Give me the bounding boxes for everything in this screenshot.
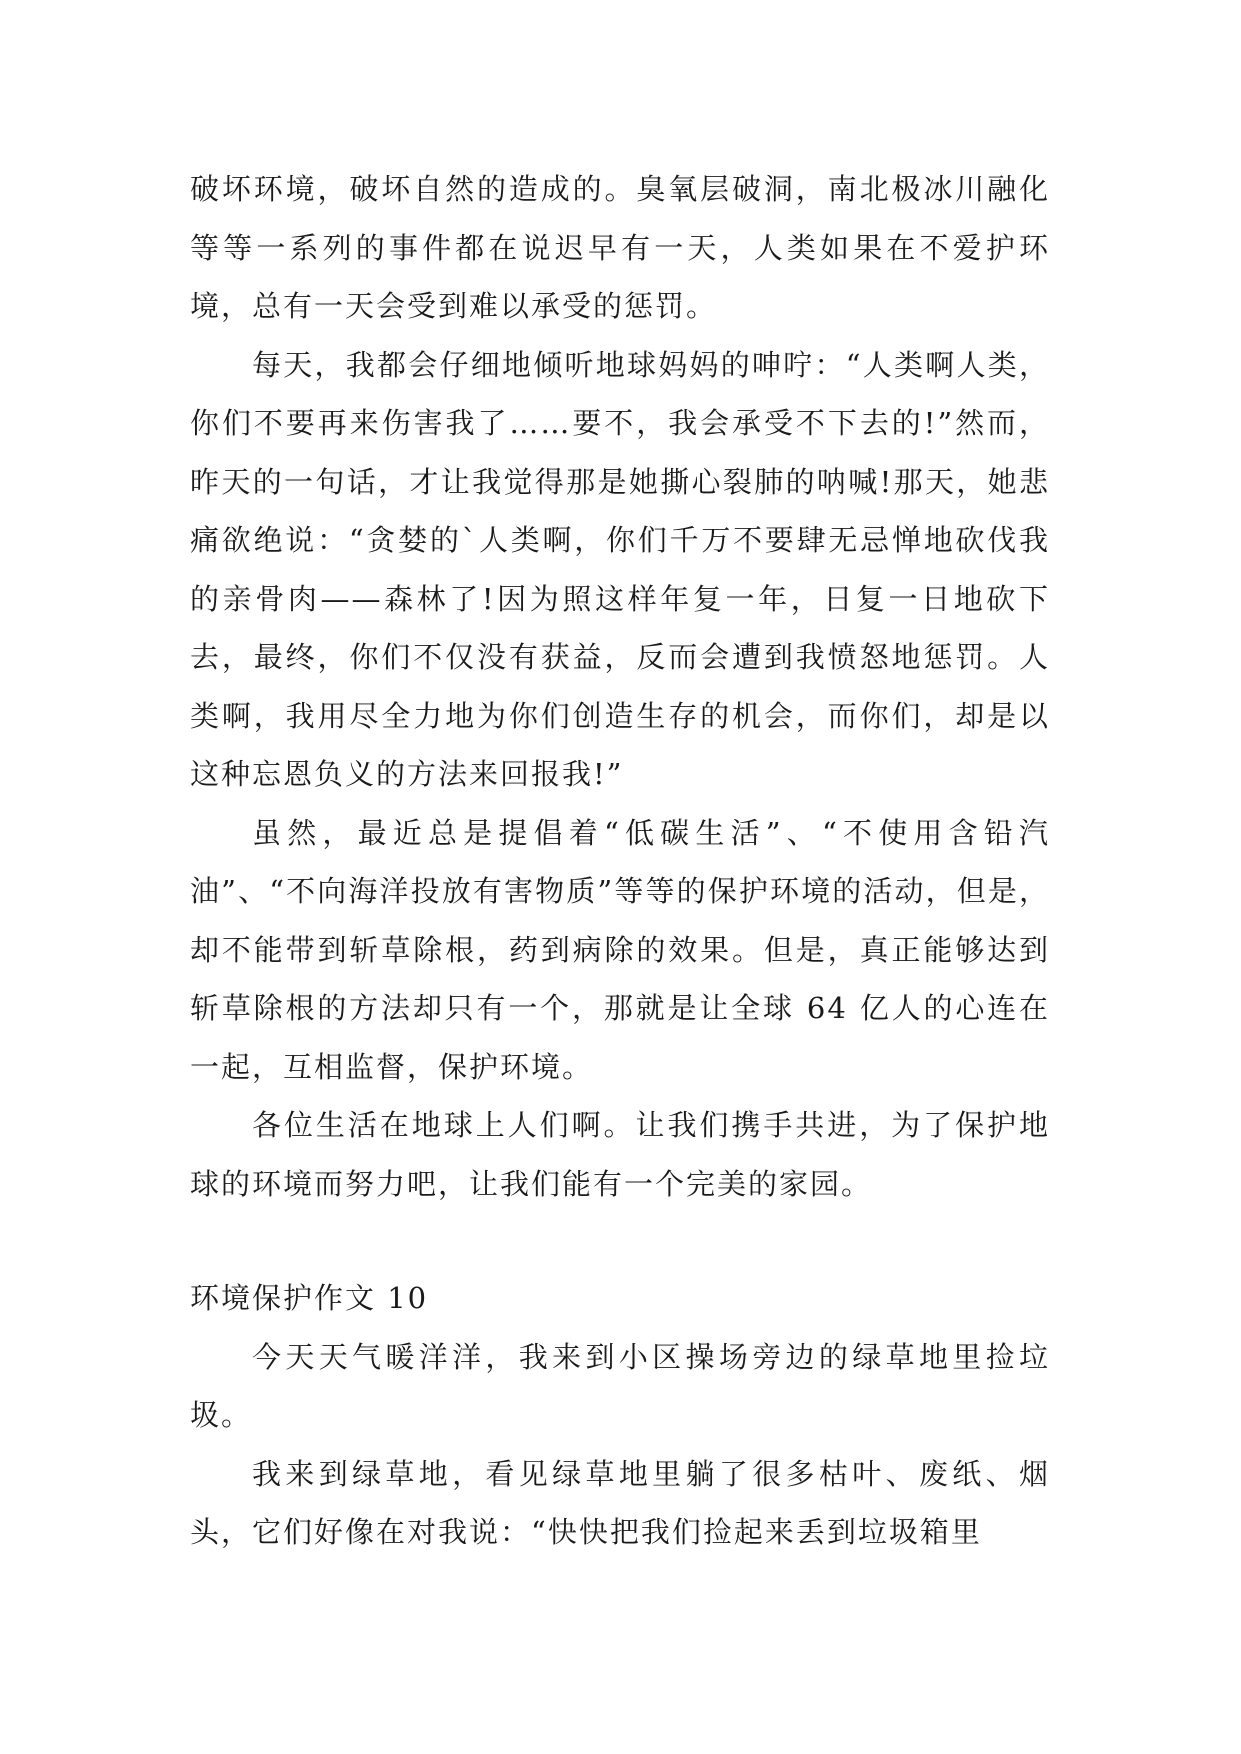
section-gap xyxy=(190,1213,1050,1269)
paragraph-continued: 破坏环境，破坏自然的造成的。臭氧层破洞，南北极冰川融化等等一系列的事件都在说迟早有一天，人类如果在不爱护环境，总有一天会受到难以承受的惩罚。 xyxy=(190,172,1050,323)
paragraph-earth-mother: 每天，我都会仔细地倾听地球妈妈的呻咛：“人类啊人类，你们不要再来伤害我了……要不，我会承受不下去的!”然而，昨天的一句话，才让我觉得那是她撕心裂肺的呐喊!那天，她悲痛欲绝说：“贪婪的`人类啊，你们千万不要肆无忌惮地砍伐我的亲骨肉——森林了!因为照这样年复一年，日复一日地砍下去，最终，你们不仅没有获益，反而会遭到我愤怒地惩罚。人类啊，我用尽全力地为你们创造生存的机会，而你们，却是以这种忘恩负义的方法来回报我!” xyxy=(190,347,1050,791)
document-body xyxy=(190,160,1050,1562)
paragraph-grass: 我来到绿草地，看见绿草地里躺了很多枯叶、废纸、烟头，它们好像在对我说：“快快把我们捡起来丢到垃圾箱里 xyxy=(190,1456,1050,1549)
section-title: 环境保护作文 10 xyxy=(190,1281,429,1315)
paragraph-low-carbon: 虽然，最近总是提倡着“低碳生活”、“不使用含铅汽油”、“不向海洋投放有害物质”等等的保护环境的活动，但是，却不能带到斩草除根，药到病除的效果。但是，真正能够达到斩草除根的方法却只有一个，那就是让全球 64 亿人的心连在一起，互相监督，保护环境。 xyxy=(190,815,1050,1084)
paragraph-call-to-action: 各位生活在地球上人们啊。让我们携手共进，为了保护地球的环境而努力吧，让我们能有一个完美的家园。 xyxy=(190,1108,1050,1201)
paragraph-weather: 今天天气暖洋洋，我来到小区操场旁边的绿草地里捡垃圾。 xyxy=(190,1339,1050,1432)
